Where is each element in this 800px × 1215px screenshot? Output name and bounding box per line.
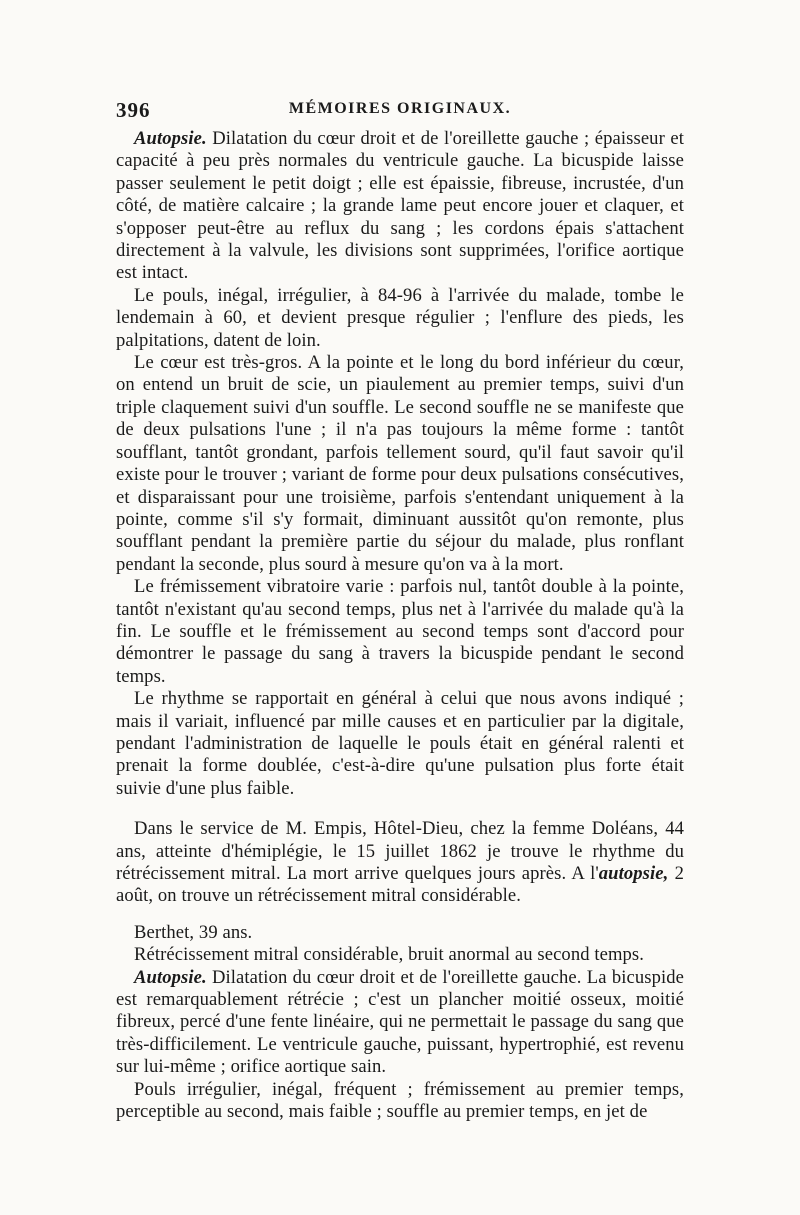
- paragraph-text: Dilatation du cœur droit et de l'oreillette gauche ; épaisseur et capacité à peu près normales du ventricule gauche. La bicuspide laisse passer seulement le petit doigt ; elle est épaissie, fibreuse, incrustée, d'un côté, de matière calcaire ; la grande lame peut encore jouer et claquer, et s'opposer peut-être au reflux du sang ; les cordons épais s'attachent directement à la valvule, les divisions sont supprimées, l'orifice aortique est intact.: [116, 128, 684, 284]
- paragraph-pouls-2: [116, 1079, 684, 1124]
- paragraph-diagnostic: [116, 944, 684, 966]
- paragraph-label: Autopsie.: [134, 966, 207, 988]
- page-number: 396: [116, 98, 151, 122]
- paragraph-text: Dilatation du cœur droit et de l'oreillette gauche. La bicuspide est remarquablement rétrécie ; c'est un plancher moitié osseux, moitié fibreux, percé d'une fente linéaire, qui ne permettait le passage du sang que très-difficilement. Le ventricule gauche, puissant, hypertrophié, est revenu sur lui-même ; orifice aortique sain.: [116, 966, 684, 1078]
- paragraph-text: Berthet, 39 ans.: [134, 921, 253, 943]
- paragraph-autopsie-2: [116, 967, 684, 1079]
- paragraph-label: Autopsie.: [134, 128, 207, 149]
- running-head: MÉMOIRES ORIGINAUX.: [288, 100, 512, 117]
- paragraph-autopsie-1: [116, 128, 684, 285]
- paragraph-text: Rétrécissement mitral considérable, bruit anormal au second temps.: [134, 944, 645, 966]
- paragraph-text: Dans le service de M. Empis, Hôtel-Dieu, chez la femme Doléans, 44 ans, atteinte d'hémiplégie, le 15 juillet 1862 je trouve le rhythme du rétrécissement mitral. La mort arrive quelques jours après. A l': [116, 818, 684, 884]
- text-column: [116, 128, 684, 1123]
- paragraph-pouls: [116, 285, 684, 352]
- paragraph-fremissement: [116, 576, 684, 688]
- paragraph-text: Le rhythme se rapportait en général à celui que nous avons indiqué ; mais il variait, influencé par mille causes et en particulier par la digitale, pendant l'administration de laquelle le pouls était en général ralenti et prenait la forme doublée, c'est-à-dire qu'une pulsation plus forte était suivie d'une plus faible.: [116, 688, 684, 799]
- paragraph-text: Le cœur est très-gros. A la pointe et le long du bord inférieur du cœur, on entend un bruit de scie, un piaulement au premier temps, suivi d'un triple claquement suivi d'un souffle. Le second souffle ne se manifeste que de deux pulsations l'une ; il n'a pas toujours la même forme : tantôt soufflant, tantôt grondant, parfois tellement sourd, qu'il faut savoir qu'il existe pour le trouver ; variant de forme pour deux pulsations consécutives, et disparaissant pour une troisième, parfois s'entendant uniquement à la pointe, comme s'il s'y formait, diminuant aussitôt qu'on remonte, plus soufflant pendant la première partie du séjour du malade, plus ronflant pendant la seconde, plus sourd à mesure qu'on va à la mort.: [116, 352, 684, 575]
- paragraph-text: Le frémissement vibratoire varie : parfois nul, tantôt double à la pointe, tantôt n'existant qu'au second temps, plus net à l'arrivée du malade qu'à la fin. Le souffle et le frémissement au second temps sont d'accord pour démontrer le passage du sang à travers la bicuspide pendant le second temps.: [116, 576, 684, 687]
- paragraph-emphasis: autopsie,: [598, 863, 669, 884]
- paragraph-case-doleans: [116, 818, 684, 908]
- paragraph-case-berthet: [116, 922, 684, 944]
- paragraph-text: Pouls irrégulier, inégal, fréquent ; frémissement au premier temps, perceptible au second, mais faible ; souffle au premier temps, en jet de: [116, 1078, 684, 1123]
- paragraph-text: 2 août, on trouve un rétrécissement mitral considérable.: [116, 863, 684, 907]
- paragraph-rhythme: [116, 688, 684, 800]
- paragraph-coeur: [116, 352, 684, 576]
- paragraph-text: Le pouls, inégal, irrégulier, à 84-96 à l'arrivée du malade, tombe le lendemain à 60, et devient presque régulier ; l'enflure des pieds, les palpitations, datent de loin.: [116, 284, 684, 351]
- page-header: [116, 98, 684, 128]
